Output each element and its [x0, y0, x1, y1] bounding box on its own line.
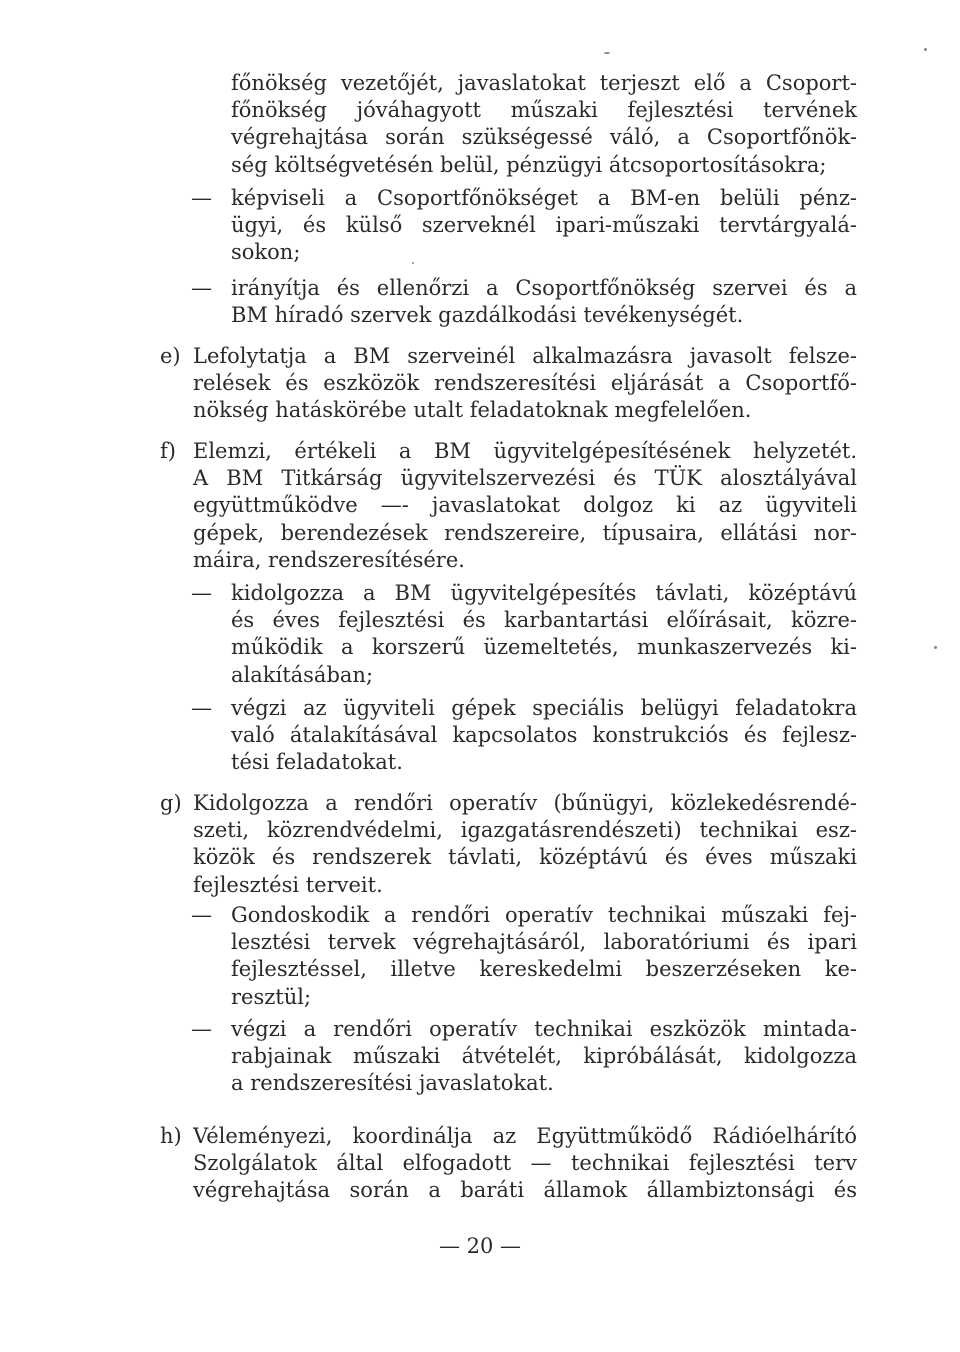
dash-bullet: —	[191, 1017, 212, 1041]
text-line: lesztési tervek végrehajtásáról, laboratóriumi és ipari	[231, 930, 857, 955]
item-f-paragraph	[193, 438, 857, 574]
item-label-e: e)	[160, 344, 181, 368]
text-line: együttműködve —- javaslatokat dolgoz ki az ügyviteli	[193, 493, 857, 518]
item-label-h: h)	[160, 1124, 182, 1148]
dash-bullet: —	[191, 903, 212, 927]
scan-speck	[924, 48, 927, 51]
text-line: ügyi, és külső szerveknél ipari-műszaki tervtárgyalá-	[231, 213, 857, 238]
item-label-g: g)	[160, 791, 182, 815]
text-line: Szolgálatok által elfogadott — technikai fejlesztési terv	[193, 1151, 857, 1176]
paragraph-continuation	[231, 70, 857, 179]
text-line: végrehajtása során a baráti államok állambiztonsági és	[193, 1178, 857, 1203]
text-line: ség költségvetésén belül, pénzügyi átcsoportosításokra;	[231, 152, 827, 177]
text-line: máira, rendszeresítésére.	[193, 547, 465, 572]
text-line: kidolgozza a BM ügyvitelgépesítés távlati, középtávú	[231, 581, 857, 605]
text-line: sokon;	[231, 240, 301, 265]
text-line: fejlesztéssel, illetve kereskedelmi beszerzéseken ke-	[231, 957, 857, 982]
text-line: működik a korszerű üzemeltetés, munkaszervezés ki-	[231, 635, 857, 660]
text-line: irányítja és ellenőrzi a Csoportfőnökség szervei és a	[231, 276, 857, 300]
text-line: főnökség jóváhagyott műszaki fejlesztési tervének	[231, 98, 857, 123]
text-line: képviseli a Csoportfőnökséget a BM-en belüli pénz-	[231, 186, 857, 210]
text-line: gépek, berendezések rendszereire, típusaira, ellátási nor-	[193, 520, 857, 545]
text-line: fejlesztési terveit.	[193, 872, 383, 897]
text-line: közök és rendszerek távlati, középtávú és éves műszaki	[193, 845, 857, 870]
text-line: relések és eszközök rendszeresítési eljárását a Csoportfő-	[193, 371, 857, 396]
dash-bullet: —	[191, 276, 212, 300]
text-line: Lefolytatja a BM szerveinél alkalmazásra javasolt felsze-	[193, 344, 857, 368]
item-h-paragraph	[193, 1123, 857, 1205]
item-label-f: f)	[160, 439, 176, 463]
dash-item-iranyitja	[231, 275, 857, 329]
text-line: resztül;	[231, 984, 312, 1009]
text-line: a rendszeresítési javaslatokat.	[231, 1071, 554, 1096]
text-line: való átalakításával kapcsolatos konstrukciós és fejlesz-	[231, 723, 857, 748]
text-line: szeti, közrendvédelmi, igazgatásrendészeti) technikai esz-	[193, 818, 857, 843]
text-line: tési feladatokat.	[231, 750, 403, 775]
text-line: BM híradó szervek gazdálkodási tevékenységét.	[231, 303, 744, 328]
text-line: A BM Titkárság ügyvitelszervezési és TÜK alosztályával	[193, 466, 857, 491]
scan-speck	[412, 262, 414, 264]
text-line: főnökség vezetőjét, javaslatokat terjeszt elő a Csoport-	[231, 71, 857, 95]
text-line: Véleményezi, koordinálja az Együttműködő Rádióelhárító	[193, 1124, 857, 1148]
dash-item-gondoskodik	[231, 902, 857, 1011]
text-line: alakításában;	[231, 662, 374, 687]
dash-item-kepviseli	[231, 185, 857, 267]
scan-speck	[934, 646, 937, 649]
dash-bullet: —	[191, 696, 212, 720]
page-number: — 20 —	[438, 1234, 522, 1258]
text-line: rabjainak műszaki átvételét, kipróbálását, kidolgozza	[231, 1044, 857, 1069]
text-line: végzi az ügyviteli gépek speciális belügyi feladatokra	[231, 696, 857, 720]
dash-item-vegzi-rendori	[231, 1016, 857, 1098]
dash-bullet: —	[191, 581, 212, 605]
dash-bullet: —	[191, 186, 212, 210]
dash-item-kidolgozza	[231, 580, 857, 689]
text-line: végzi a rendőri operatív technikai eszközök mintada-	[231, 1017, 857, 1041]
text-line: Gondoskodik a rendőri operatív technikai műszaki fej-	[231, 903, 857, 927]
item-g-paragraph	[193, 790, 857, 899]
scan-speck	[604, 52, 610, 54]
item-e-paragraph	[193, 343, 857, 425]
text-line: nökség hatáskörébe utalt feladatoknak megfelelően.	[193, 398, 752, 423]
dash-item-vegzi-ugyviteli	[231, 695, 857, 777]
text-line: végrehajtása során szükségessé váló, a Csoportfőnök-	[231, 125, 857, 150]
text-line: Elemzi, értékeli a BM ügyvitelgépesítésének helyzetét.	[193, 439, 857, 463]
text-line: és éves fejlesztési és karbantartási előírásait, közre-	[231, 608, 857, 633]
text-line: Kidolgozza a rendőri operatív (bűnügyi, közlekedésrendé-	[193, 791, 857, 815]
